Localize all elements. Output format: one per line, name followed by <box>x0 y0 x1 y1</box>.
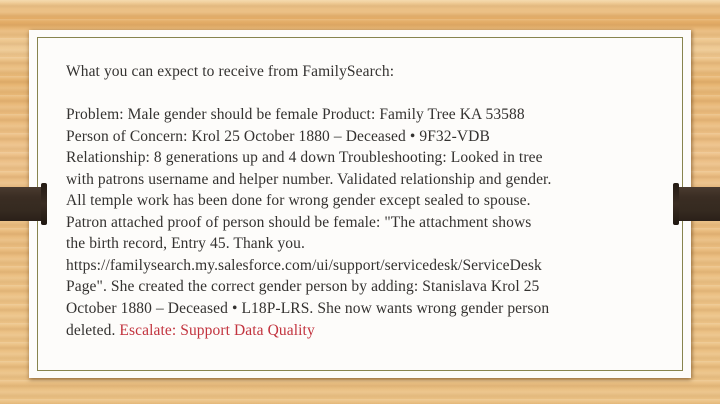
slide-text-block <box>66 61 677 341</box>
body-line: Problem: Male gender should be female Product: Family Tree KA 53588 <box>66 106 525 124</box>
body-line: October 1880 – Deceased • L18P-LRS. She now wants wrong gender person <box>66 300 550 318</box>
right-clip-flange <box>673 183 679 225</box>
blank-line <box>66 83 677 105</box>
body-line-url: https://familysearch.my.salesforce.com/ui/support/servicedesk/ServiceDesk <box>66 256 542 274</box>
left-edge-clip <box>0 187 41 221</box>
body-line: All temple work has been done for wrong gender except sealed to spouse. <box>66 192 531 210</box>
body-line: Person of Concern: Krol 25 October 1880 – Deceased • 9F32-VDB <box>66 127 490 145</box>
escalate-text: Escalate: Support Data Quality <box>119 321 315 339</box>
final-line-dark-text: deleted. <box>66 321 120 339</box>
slide-card <box>29 30 691 378</box>
slide-title: What you can expect to receive from FamilySearch: <box>66 63 395 80</box>
body-line: the birth record, Entry 45. Thank you. <box>66 235 305 253</box>
right-edge-clip <box>679 187 720 221</box>
final-line <box>66 320 677 342</box>
body-line: Patron attached proof of person should be female: "The attachment shows <box>66 213 532 231</box>
body-line: with patrons username and helper number. Validated relationship and gender. <box>66 170 552 188</box>
body-line: Relationship: 8 generations up and 4 down Troubleshooting: Looked in tree <box>66 149 543 167</box>
body-line: Page". She created the correct gender person by adding: Stanislava Krol 25 <box>66 278 540 296</box>
left-clip-flange <box>41 183 47 225</box>
